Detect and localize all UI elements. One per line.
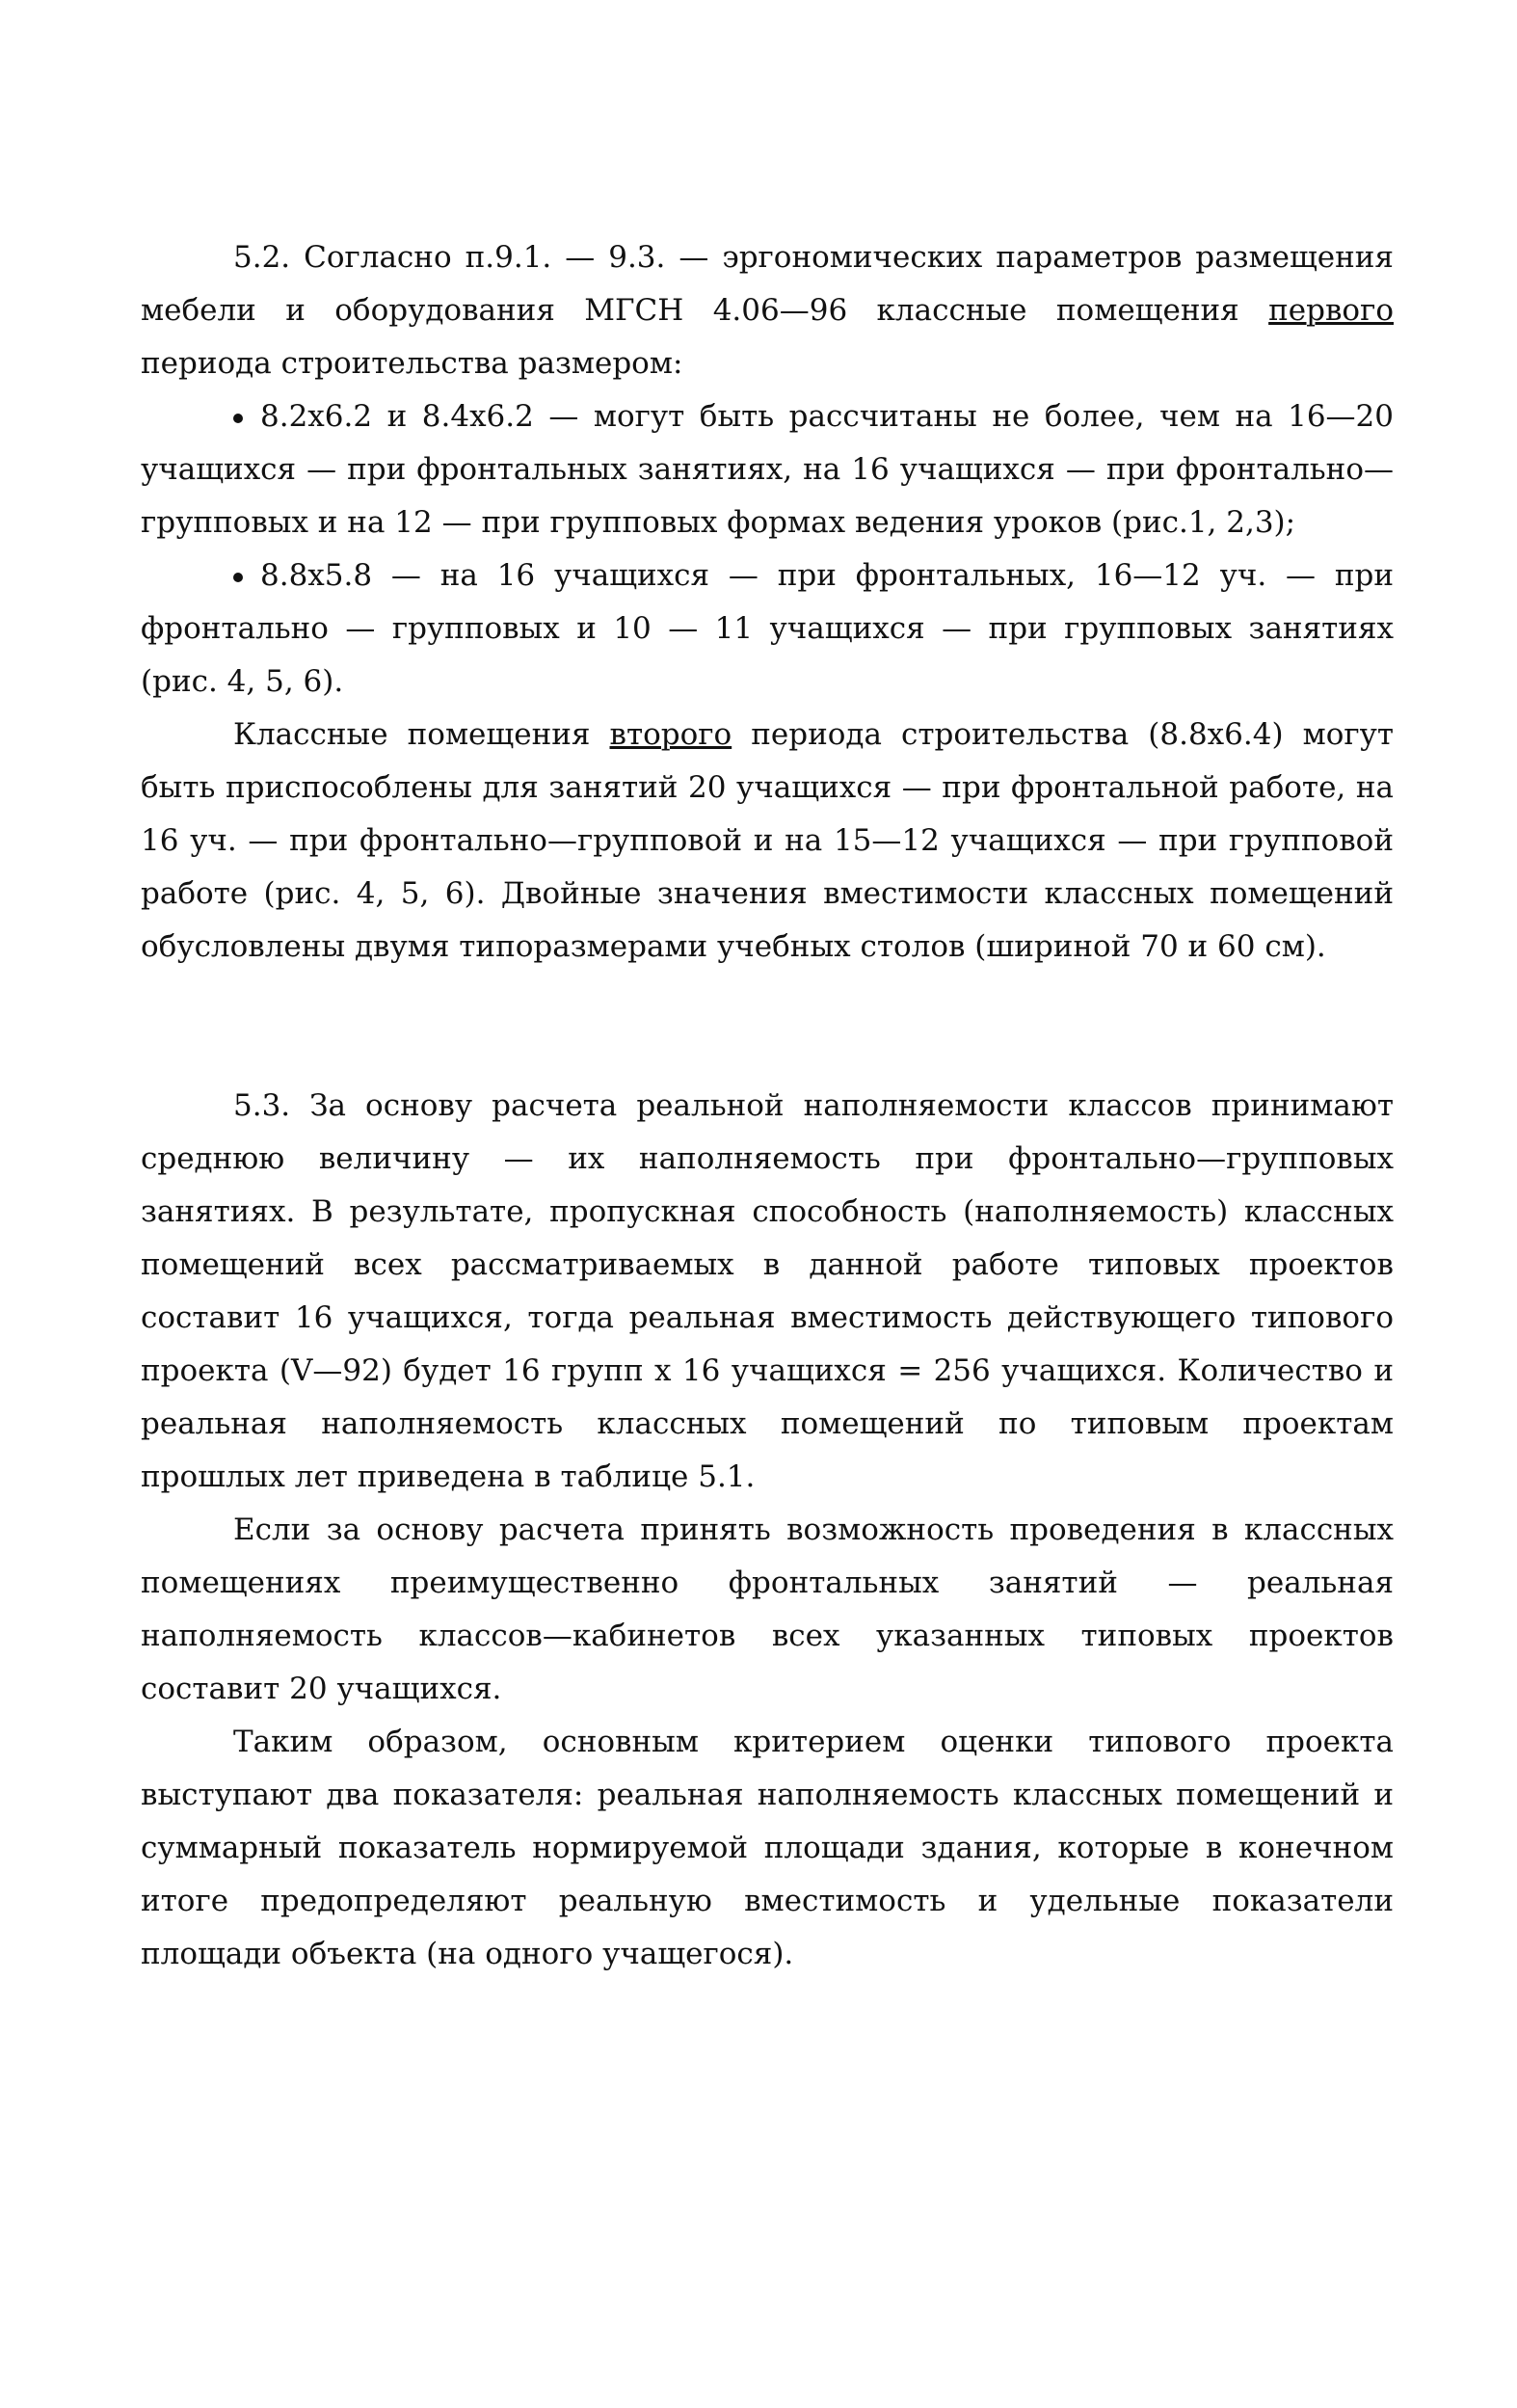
para2-text-a: Классные помещения — [233, 717, 610, 752]
bullet-text: 8.8х5.8 — на 16 учащихся — при фронтальных, 16—12 уч. — при фронтально — групповых и 10 — 11 учащихся — при групповых занятиях (рис. 4, 5, 6). — [141, 558, 1394, 699]
document-page — [141, 231, 1394, 1981]
bullet-text: 8.2х6.2 и 8.4х6.2 — могут быть рассчитаны не более, чем на 16—20 учащихся — при фронтальных занятиях, на 16 учащихся — при фронтально—групповых и на 12 — при групповых формах ведения уроков (рис.1, 2,3); — [141, 399, 1394, 540]
paragraph-frontal-basis: Если за основу расчета принять возможность проведения в классных помещениях преимущественно фронтальных занятий — реальная наполняемость классов—кабинетов всех указанных типовых проектов составит 20 учащихся. — [141, 1512, 1394, 1706]
bullet-icon — [233, 414, 243, 423]
intro-underlined-word: первого — [1268, 293, 1394, 328]
paragraph-5-2-intro — [141, 231, 1394, 390]
paragraph-conclusion: Таким образом, основным критерием оценки типового проекта выступают два показателя: реальная наполняемость классных помещений и суммарный показатель нормируемой площади здания, которые в конечном итоге предопределяют реальную вместимость и удельные показатели площади объекта (на одного учащегося). — [141, 1725, 1394, 1971]
paragraph-5-3: 5.3. За основу расчета реальной наполняемости классов принимают среднюю величину — их наполняемость при фронтально—групповых занятиях. В результате, пропускная способность (наполняемость) классных помещений всех рассматриваемых в данной работе типовых проектов составит 16 учащихся, тогда реальная вместимость действующего типового проекта (V—92) будет 16 групп х 16 учащихся = 256 учащихся. Количество и реальная наполняемость классных помещений по типовым проектам прошлых лет приведена в таблице 5.1. — [141, 1088, 1394, 1494]
intro-text-b: периода строительства размером: — [141, 346, 683, 381]
section-spacer — [141, 974, 1394, 1080]
para2-underlined-word: второго — [609, 717, 732, 752]
intro-text-a: 5.2. Согласно п.9.1. — 9.3. — эргономических параметров размещения мебели и оборудования МГСН 4.06—96 классные помещения — [141, 240, 1394, 328]
para2-text-b: периода строительства (8.8х6.4) могут быть приспособлены для занятий 20 учащихся — при фронтальной работе, на 16 уч. — при фронтально—групповой и на 15—12 учащихся — при групповой работе (рис. 4, 5, 6). Двойные значения вместимости классных помещений обусловлены двумя типоразмерами учебных столов (шириной 70 и 60 см). — [141, 717, 1394, 964]
section-5-2 — [141, 231, 1394, 974]
bullet-item — [141, 390, 1394, 549]
paragraph-second-period — [141, 709, 1394, 974]
bullet-item — [141, 549, 1394, 709]
section-5-3 — [141, 1080, 1394, 1981]
bullet-icon — [233, 573, 243, 582]
